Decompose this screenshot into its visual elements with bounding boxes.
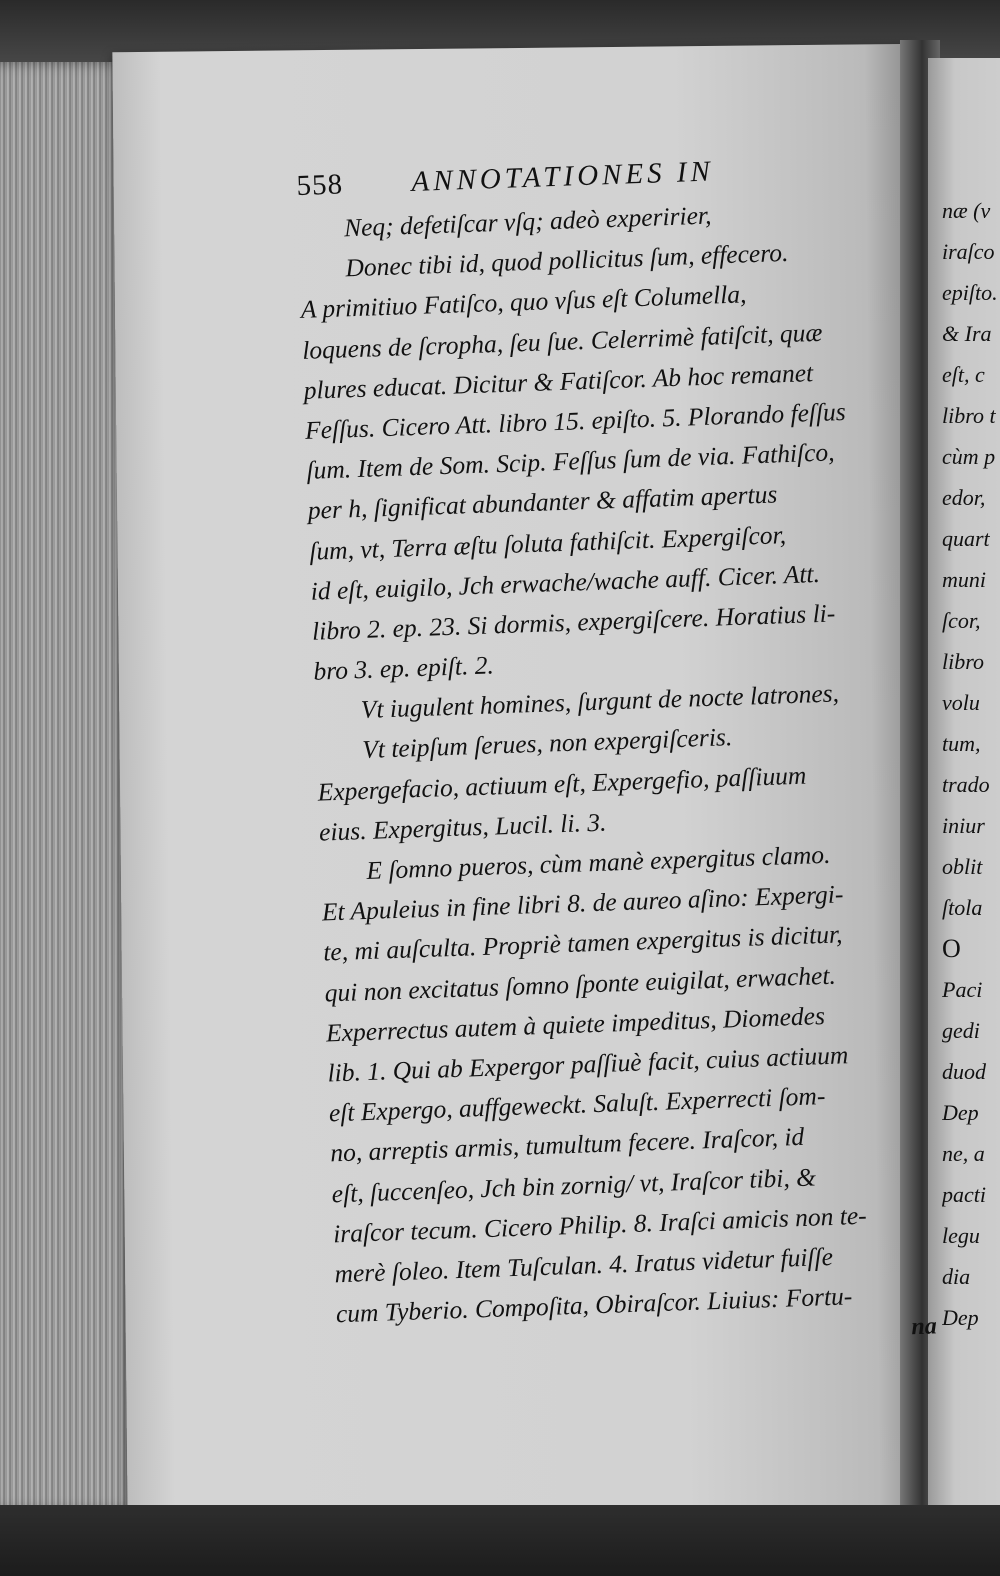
right-page-fragment: O (942, 934, 961, 963)
text-line: lib. 1. Qui ab Expergor paſſiuè facit, cuius actiuum (327, 1040, 849, 1088)
right-page-fragment: Dep (942, 1100, 979, 1125)
right-page-fragment: Paci (942, 977, 983, 1002)
right-page-fragment: iniur (942, 813, 985, 838)
text-line: Vt iugulent homines, ſurgunt de nocte latrones, (360, 678, 840, 725)
text-line: Et Apuleius in fine libri 8. de aureo aſino: Expergi- (321, 879, 844, 927)
text-line: ſum. Item de Som. Scip. Feſſus ſum de via. Fathiſco, (305, 437, 835, 485)
right-page-fragment: ſcor, (942, 608, 981, 633)
text-line: Donec tibi id, quod pollicitus ſum, effecero. (344, 238, 789, 283)
text-lines (297, 189, 926, 1334)
right-page-fragment: edor, (942, 485, 986, 510)
right-page-fragment: Dep (942, 1305, 979, 1330)
right-page-fragment: trado (942, 772, 990, 797)
right-page-fragment: legu (942, 1223, 980, 1248)
right-page-fragment: ne, a (942, 1141, 985, 1166)
text-line: Experrectus autem à quiete impeditus, Diomedes (325, 1000, 826, 1048)
right-page-fragment: tum, (942, 731, 981, 756)
right-page-fragment: pacti (942, 1182, 986, 1207)
text-line: libro 2. ep. 23. Si dormis, expergiſcere. Horatius li- (311, 598, 836, 646)
right-page-fragment: muni (942, 567, 986, 592)
text-line: eius. Expergitus, Lucil. li. 3. (318, 807, 607, 847)
text-line: plures educat. Dicitur & Fatiſcor. Ab hoc remanet (303, 357, 814, 405)
text-line: Feſſus. Cicero Att. libro 15. epiſto. 5. Plorando feſſus (304, 396, 847, 445)
right-page-fragment: næ (v (942, 198, 991, 223)
right-page-fragment: & Ira (942, 321, 992, 346)
right-page-text (942, 190, 1000, 1338)
text-line: bro 3. ep. epiſt. 2. (312, 650, 495, 686)
right-page-fragment: volu (942, 690, 980, 715)
text-block (296, 149, 938, 1341)
text-line: eſt, ſuccenſeo, Jch bin zornig/ vt, Iraſcor tibi, & (331, 1161, 817, 1208)
right-page-fragment: oblit (942, 854, 983, 879)
text-line: Vt teipſum ſerues, non expergiſceris. (361, 722, 733, 765)
background-bottom (0, 1505, 1000, 1576)
text-line: Neq; defetiſcar vſq; adeò experirier, (343, 200, 712, 243)
right-page-fragment: epiſto. (942, 280, 998, 305)
text-line: merè ſoleo. Item Tuſculan. 4. Iratus videtur fuiſſe (334, 1241, 834, 1289)
text-line: A primitiuo Fatiſco, quo vſus eſt Columella, (300, 279, 747, 325)
text-line: E ſomno pueros, cùm manè expergitus clamo. (365, 839, 831, 885)
right-page-fragment: dia (942, 1264, 971, 1289)
header-title: ANNOTATIONES IN (410, 155, 715, 198)
text-line: eſt Expergo, auffgeweckt. Saluſt. Experrecti ſom- (328, 1081, 826, 1128)
right-page-fragment: libro (942, 649, 984, 674)
text-line: qui non excitatus ſomno ſponte euigilat, erwachet. (324, 960, 837, 1008)
right-page-fragment: gedi (942, 1018, 980, 1043)
right-page-fragment: iraſco (942, 239, 995, 264)
text-line: iraſcor tecum. Cicero Philip. 8. Iraſci amicis non te- (332, 1200, 868, 1249)
right-page-fragment: quart (942, 526, 990, 551)
right-page-fragment: ſtola (942, 895, 983, 920)
page-number: 558 (296, 168, 344, 202)
catchword: na (910, 1313, 938, 1341)
text-line: id eſt, euigilo, Jch erwache/wache auff. Cicer. Att. (310, 558, 821, 606)
right-page-fragment: cùm p (942, 444, 996, 469)
text-line: Expergefacio, actiuum eſt, Expergefio, paſſiuum (317, 760, 807, 807)
text-line: te, mi auſculta. Propriè tamen expergitus is dicitur, (322, 919, 843, 967)
text-line: cum Tyberio. Compoſita, Obiraſcor. Liuius: Fortu- (335, 1281, 853, 1329)
text-line: no, arreptis armis, tumultum fecere. Iraſcor, id (329, 1122, 805, 1168)
right-page-fragment: eſt, c (942, 362, 985, 387)
text-line: loquens de ſcropha, ſeu ſue. Celerrimè fatiſcit, quæ (301, 317, 823, 365)
right-page-fragment: duod (942, 1059, 986, 1084)
text-line: ſum, vt, Terra æſtu ſoluta fathiſcit. Expergiſcor, (308, 519, 787, 566)
text-line: per h, ſignificat abundanter & affatim apertus (307, 479, 778, 526)
right-page-fragment: libro t (942, 403, 996, 428)
